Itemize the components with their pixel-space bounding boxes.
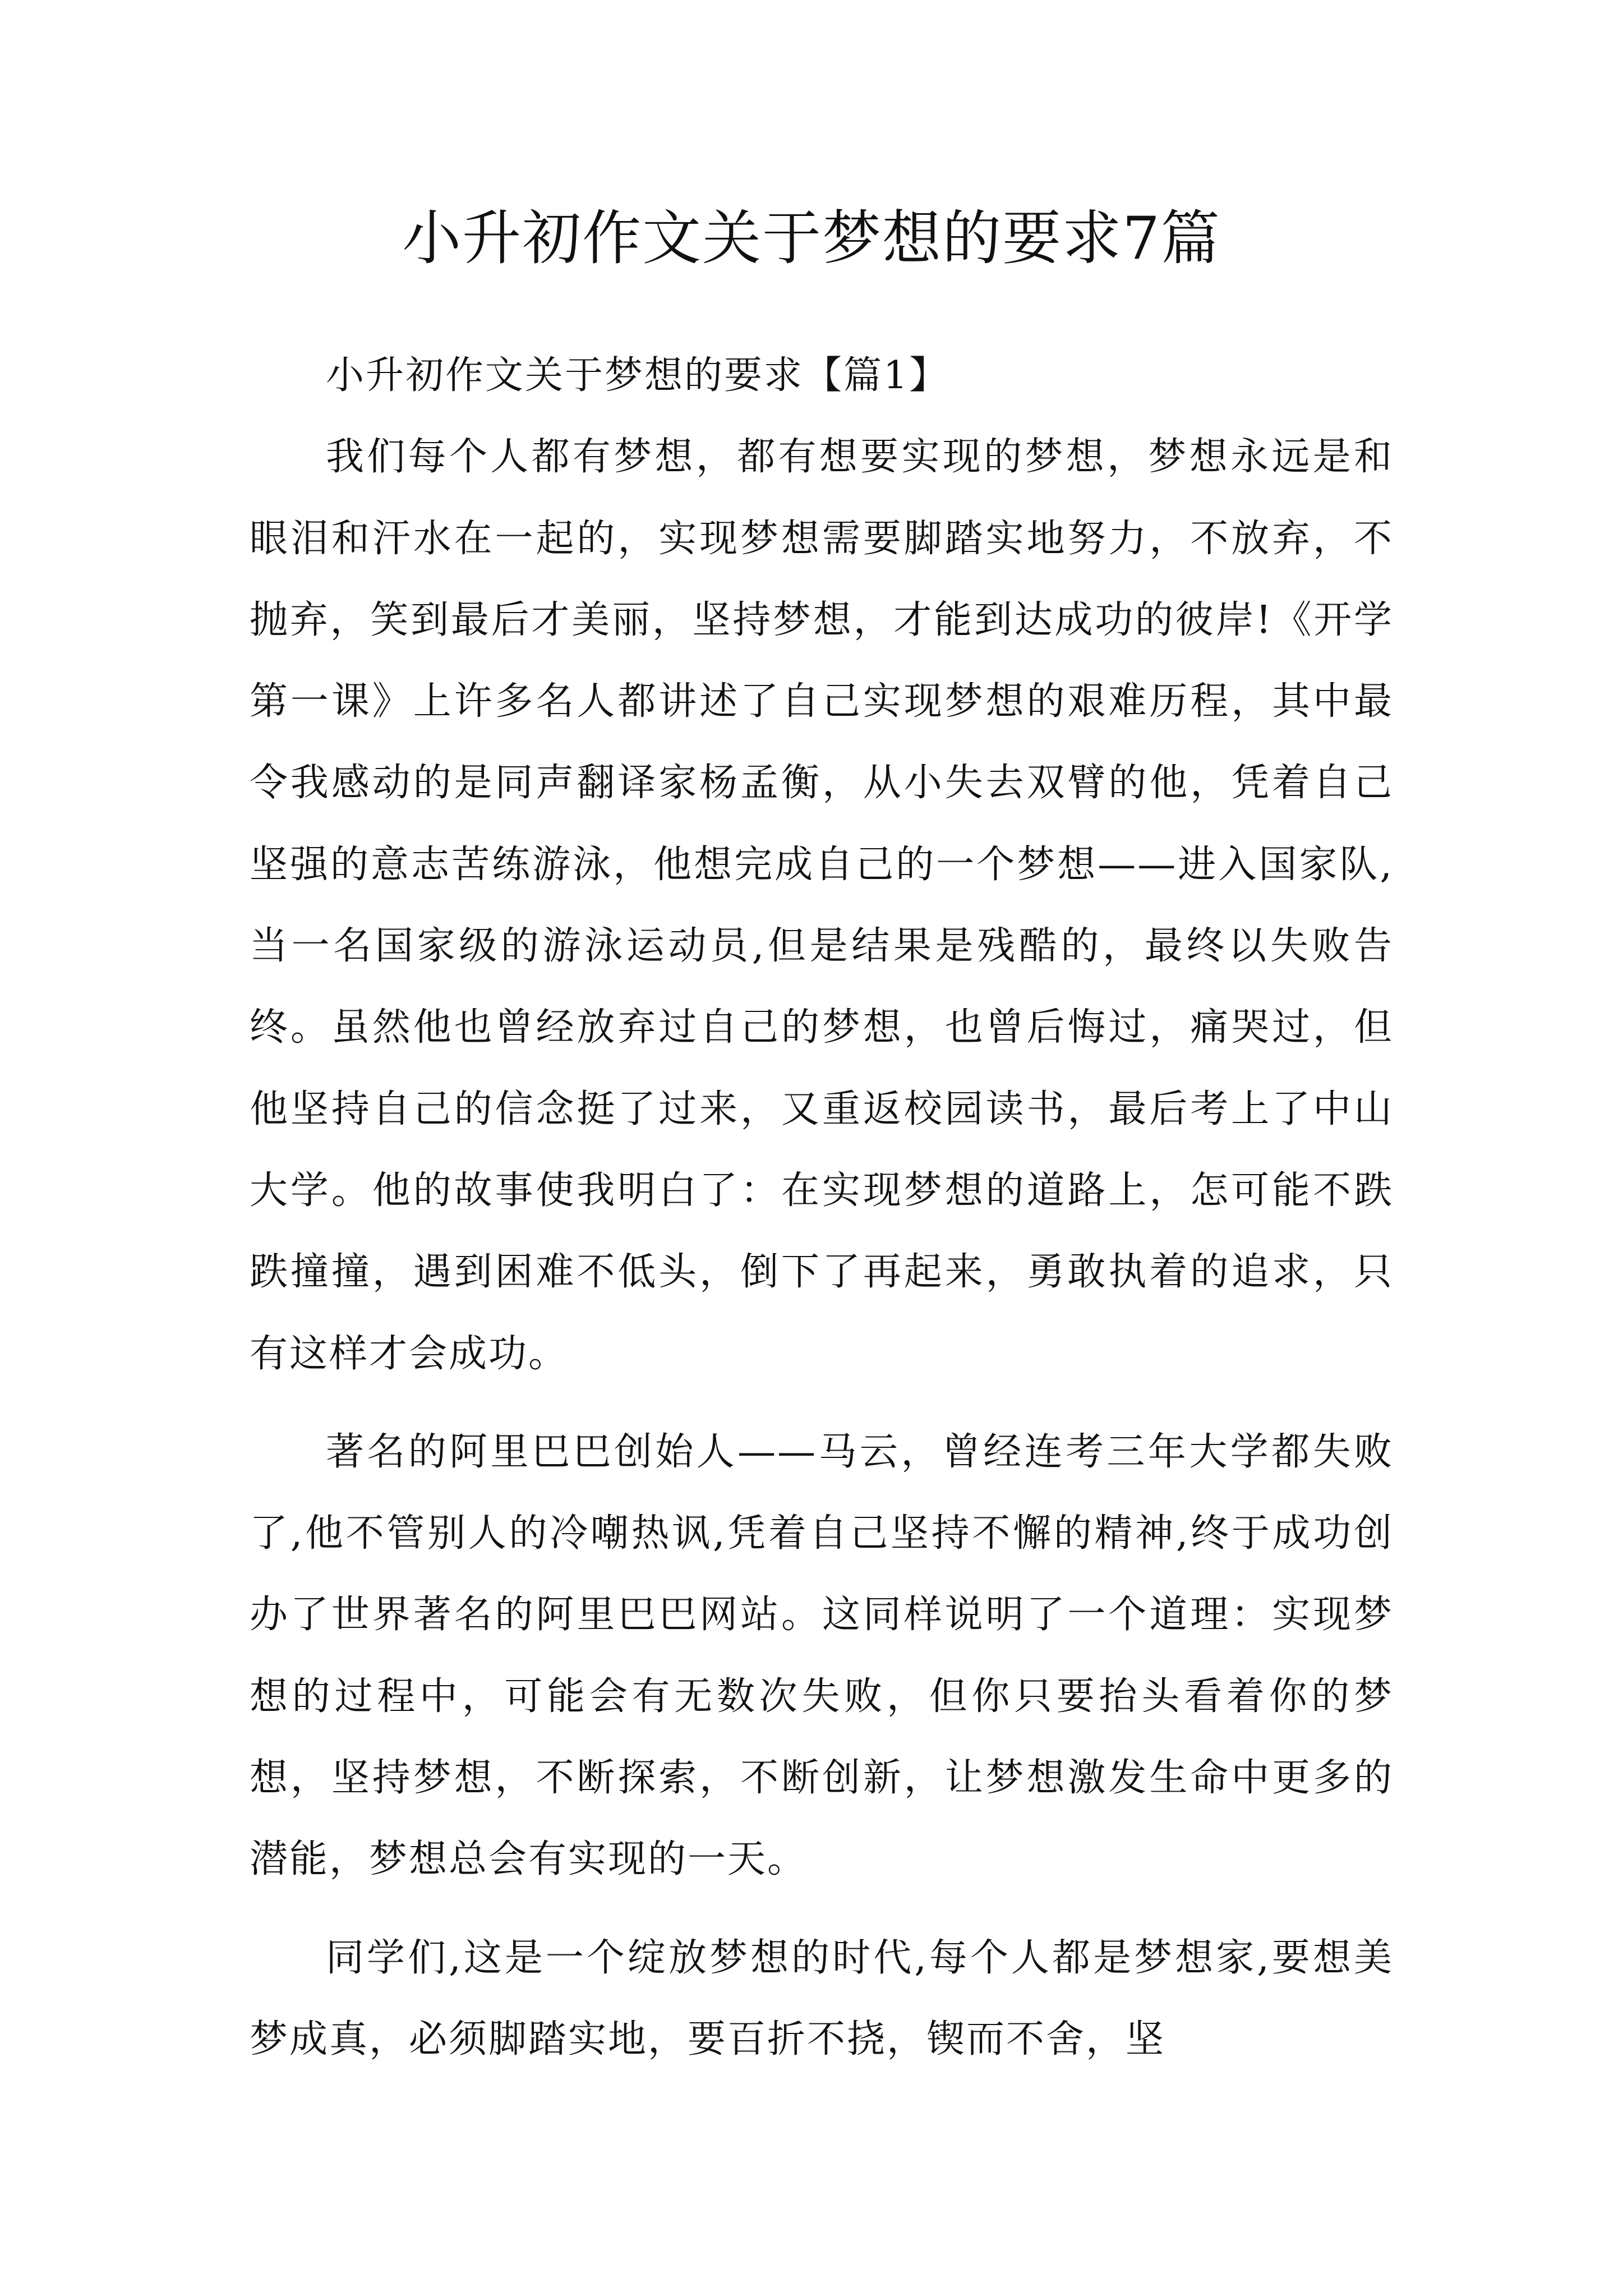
document-title: 小升初作文关于梦想的要求7篇 bbox=[402, 204, 1221, 273]
paragraph-3: 同学们,这是一个绽放梦想的时代,每个人都是梦想家,要想美梦成真，必须脚踏实地，要百折不挠，锲而不舍，坚 bbox=[250, 1935, 1394, 2062]
document-body bbox=[250, 335, 1394, 2080]
section-heading: 小升初作文关于梦想的要求【篇1】 bbox=[326, 353, 949, 398]
paragraph-2: 著名的阿里巴巴创始人——马云，曾经连考三年大学都失败了,他不管别人的冷嘲热讽,凭着自己坚持不懈的精神,终于成功创办了世界著名的阿里巴巴网站。这同样说明了一个道理：实现梦想的过程中，可能会有无数次失败，但你只要抬头看着你的梦想，坚持梦想，不断探索，不断创新，让梦想激发生命中更多的潜能，梦想总会有实现的一天。 bbox=[250, 1429, 1394, 1882]
paragraph-1: 我们每个人都有梦想，都有想要实现的梦想，梦想永远是和眼泪和汗水在一起的，实现梦想需要脚踏实地努力，不放弃，不抛弃，笑到最后才美丽，坚持梦想，才能到达成功的彼岸!《开学第一课》上许多名人都讲述了自己实现梦想的艰难历程，其中最令我感动的是同声翻译家杨孟衡，从小失去双臂的他，凭着自己坚强的意志苦练游泳，他想完成自己的一个梦想——进入国家队,当一名国家级的游泳运动员,但是结果是残酷的，最终以失败告终。虽然他也曾经放弃过自己的梦想，也曾后悔过，痛哭过，但他坚持自己的信念挺了过来，又重返校园读书，最后考上了中山大学。他的故事使我明白了：在实现梦想的道路上，怎可能不跌跌撞撞，遇到困难不低头，倒下了再起来，勇敢执着的追求，只有这样才会成功。 bbox=[250, 435, 1394, 1376]
